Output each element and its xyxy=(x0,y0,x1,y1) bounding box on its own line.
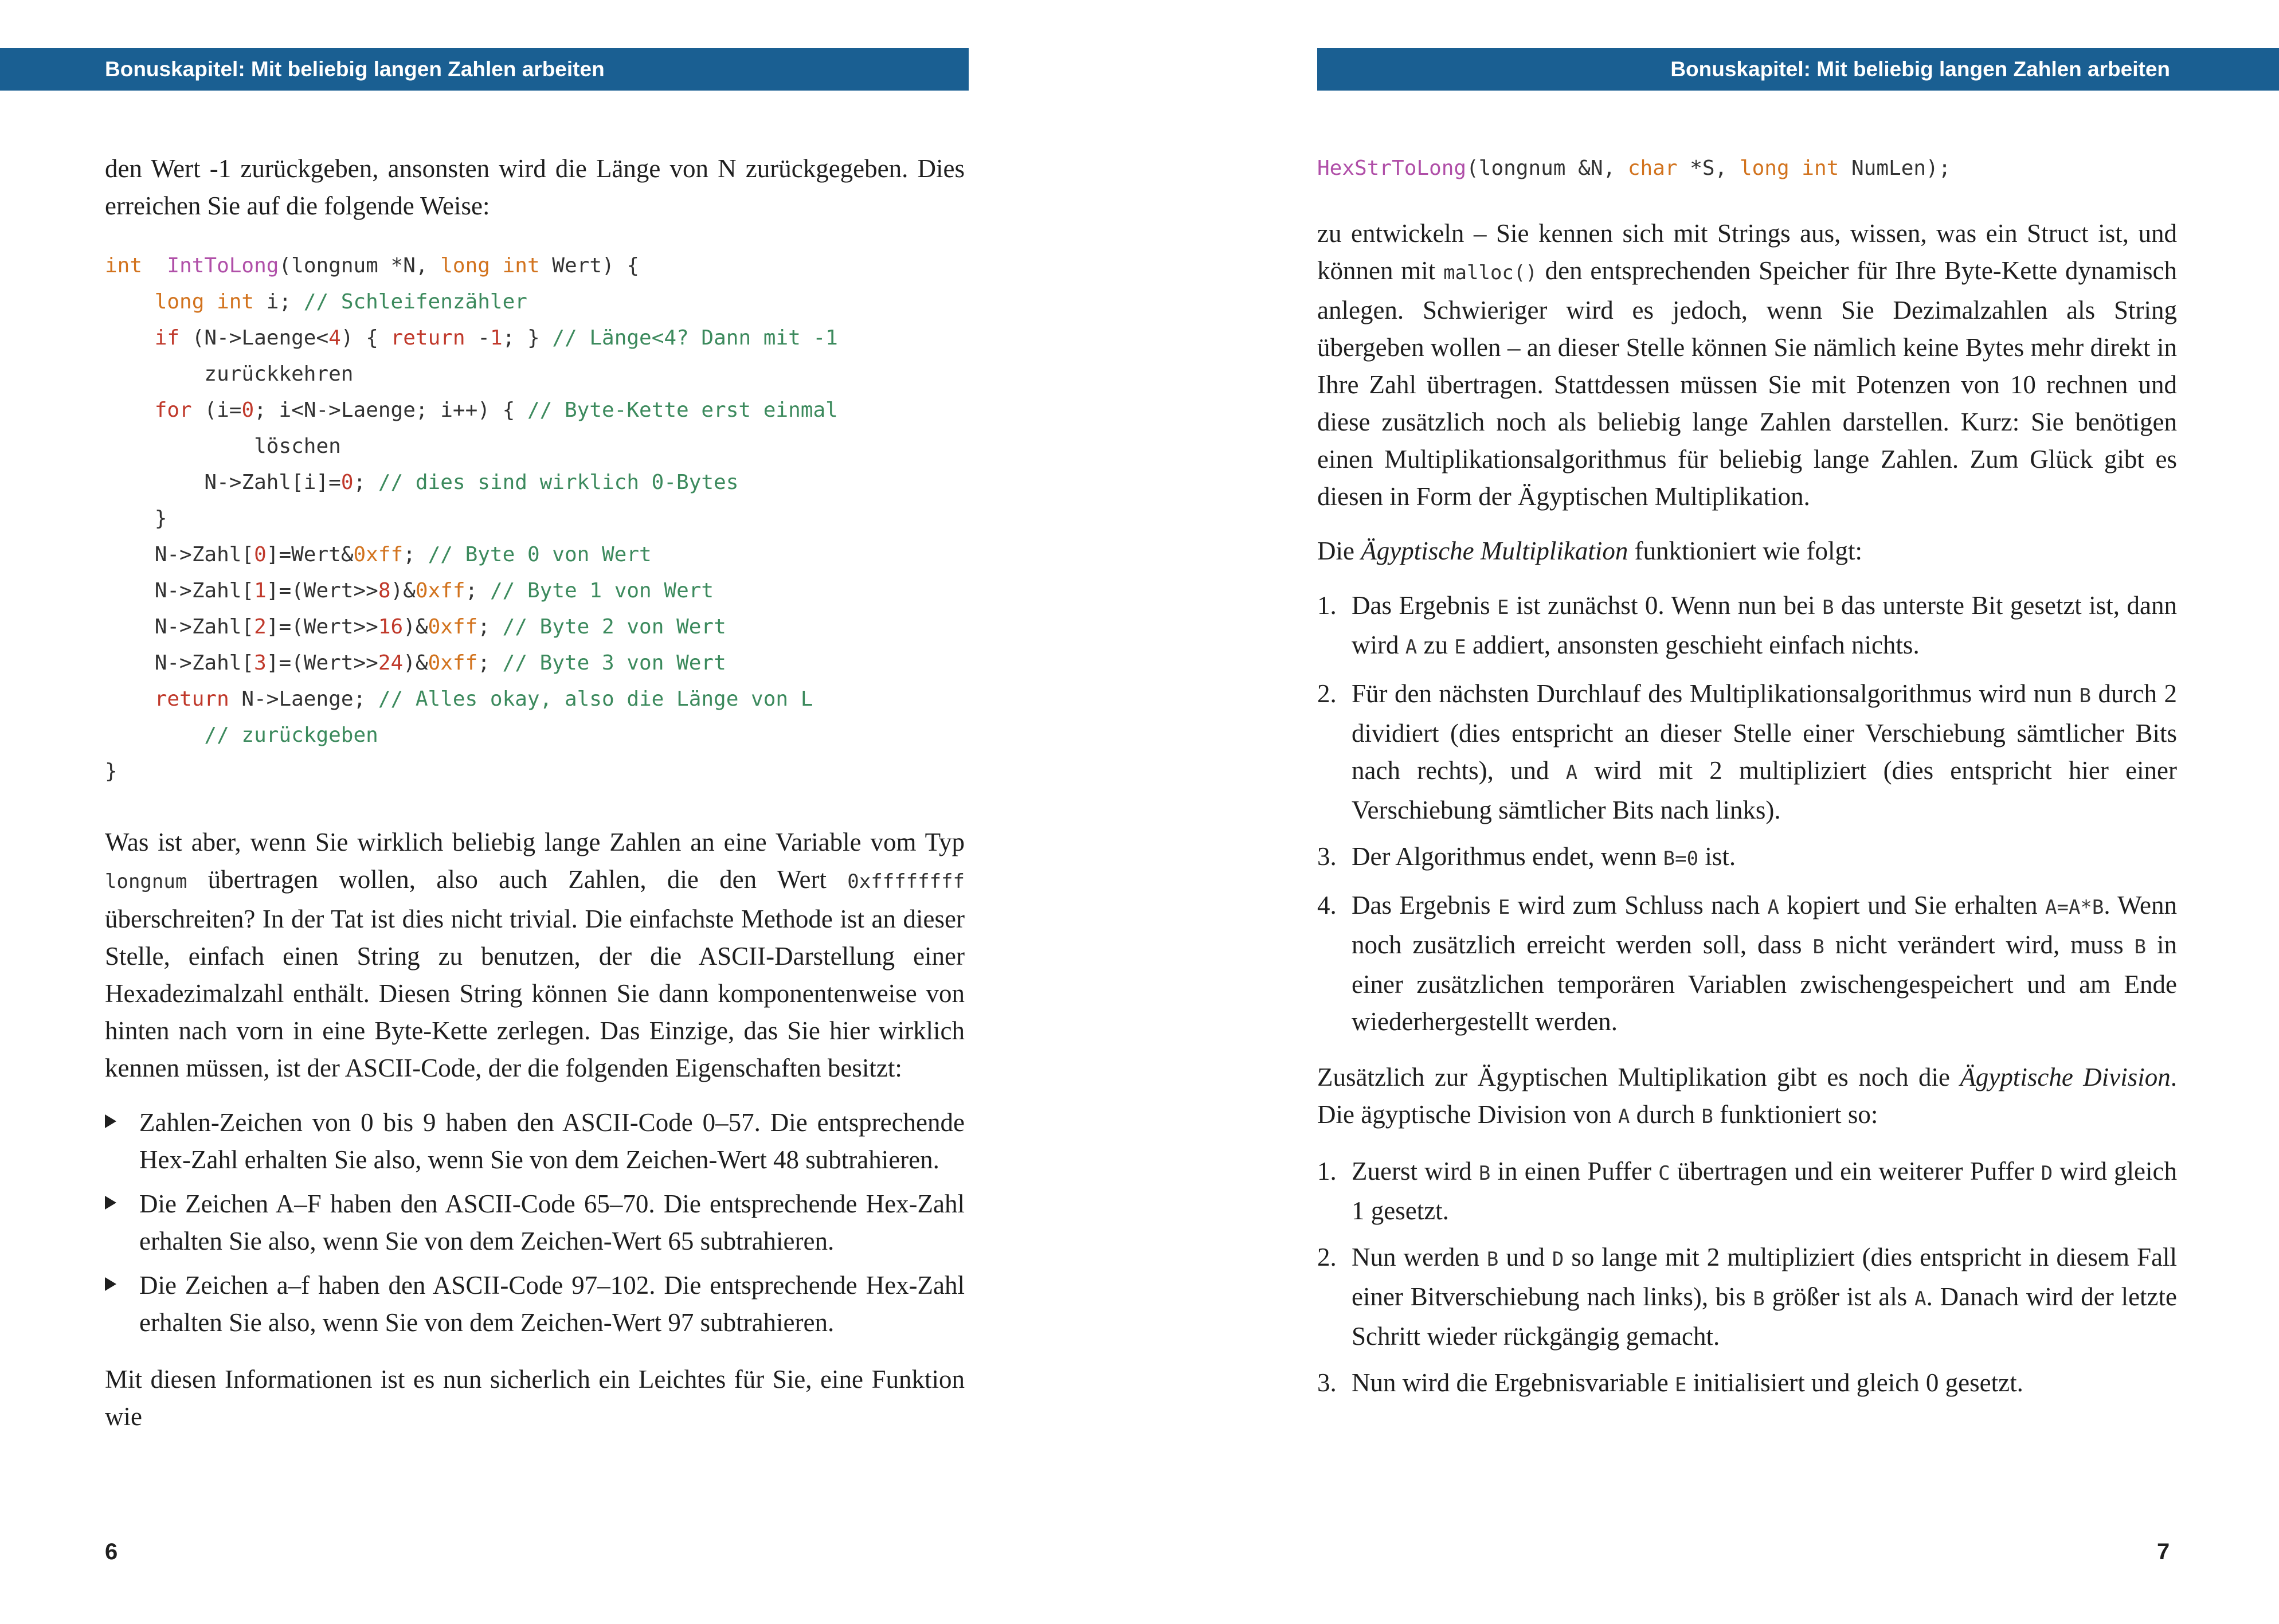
code-line xyxy=(105,428,965,464)
numbered-item xyxy=(1317,1364,2177,1404)
item-number: 4. xyxy=(1317,891,1337,919)
text-run: durch 2 dividiert (dies entspricht an dieser Stelle einer Verschiebung sämtlicher Bits nach rechts), und xyxy=(1352,679,2177,785)
code-token: Wert) { xyxy=(539,254,640,277)
running-header-title: Bonuskapitel: Mit beliebig langen Zahlen arbeiten xyxy=(1670,57,2170,81)
code-token: long int xyxy=(440,254,540,277)
code-token: return xyxy=(390,326,465,350)
text-run: kopiert und Sie erhalten xyxy=(1779,891,2045,919)
bullet-item xyxy=(105,1267,965,1341)
code-token: (i= xyxy=(191,398,242,422)
text-run: Der Algorithmus endet, wenn xyxy=(1352,842,1663,871)
code-token: NumLen); xyxy=(1839,156,1951,180)
bullet-text: Zahlen-Zeichen von 0 bis 9 haben den ASCII-Code 0–57. Die entsprechende Hex-Zahl erhalten Sie also, wenn Sie von dem Zeichen-Wert 48 subtrahieren. xyxy=(139,1108,965,1174)
code-token: // Alles okay, also die Länge von L xyxy=(378,687,813,711)
text-run: ist zunächst 0. Wenn nun bei xyxy=(1509,591,1823,620)
inline-code: D xyxy=(2041,1162,2053,1185)
code-token: ]=(Wert>> xyxy=(266,651,378,675)
inline-code: A xyxy=(1618,1105,1630,1128)
code-token: // dies sind wirklich 0-Bytes xyxy=(378,471,739,494)
inline-code: A=A*B xyxy=(2045,896,2104,919)
text-run: funktioniert so: xyxy=(1713,1100,1878,1129)
code-token: 0xff xyxy=(428,615,478,639)
code-token xyxy=(105,435,254,458)
inline-code: E xyxy=(1454,636,1466,659)
code-line xyxy=(105,645,965,681)
text-run: zu entwickeln – Sie kennen sich mit Strings aus, wissen, was ein Struct ist, und können mit xyxy=(1317,219,2177,285)
code-token: 4 xyxy=(328,326,341,350)
code-line xyxy=(105,320,965,356)
code-token: 8 xyxy=(378,579,391,602)
code-token: 3 xyxy=(254,651,267,675)
code-token: )& xyxy=(390,579,416,602)
code-token xyxy=(142,254,167,277)
code-token: N->Zahl[ xyxy=(105,651,254,675)
text-run: Nun werden xyxy=(1352,1243,1487,1271)
code-token: char xyxy=(1627,156,1678,180)
text-run: so lange mit 2 multipliziert (dies entspricht in diesem Fall einer Bitverschiebung nach links), bis xyxy=(1352,1243,2177,1311)
text-run: Das Ergebnis xyxy=(1352,591,1498,620)
inline-code: B xyxy=(2134,936,2147,958)
triangle-bullet-icon xyxy=(105,1277,116,1291)
text-run: übertragen wollen, also auch Zahlen, die den Wert xyxy=(187,865,848,894)
text-run: in einen Puffer xyxy=(1490,1157,1659,1185)
inline-code: E xyxy=(1497,596,1509,619)
code-line xyxy=(105,537,965,573)
code-token: } xyxy=(105,507,167,530)
code-line xyxy=(105,464,965,500)
text-run: . Die ägyptische Division von xyxy=(1317,1063,2177,1129)
item-number: 1. xyxy=(1317,591,1337,620)
left-column xyxy=(105,150,965,1453)
code-token: 0 xyxy=(254,543,267,566)
text-run: funktioniert wie folgt: xyxy=(1628,537,1863,565)
emphasis-term: Ägyptische Multiplikation xyxy=(1361,537,1628,565)
code-line xyxy=(105,356,965,392)
text-run: Zuerst wird xyxy=(1352,1157,1479,1185)
numbered-item xyxy=(1317,675,2177,829)
right-page xyxy=(1140,0,2279,1624)
code-token: ; xyxy=(477,615,503,639)
multiplication-steps-list xyxy=(1317,587,2177,1040)
numbered-item xyxy=(1317,587,2177,666)
code-token xyxy=(105,362,204,386)
inline-code: A xyxy=(1405,636,1417,659)
code-line xyxy=(105,753,965,789)
numbered-item xyxy=(1317,838,2177,878)
text-run: und xyxy=(1498,1243,1552,1271)
bullet-item xyxy=(105,1185,965,1260)
text-run: in einer zusätzlichen temporären Variablen zwischengespeichert und am Ende wiederhergestellt werden. xyxy=(1352,930,2177,1036)
code-token: (longnum *N, xyxy=(279,254,441,277)
inline-code: E xyxy=(1675,1373,1687,1396)
inline-code: B xyxy=(2079,684,2092,707)
code-token: long int xyxy=(154,290,254,314)
code-token: IntToLong xyxy=(167,254,279,277)
code-token: ; xyxy=(477,651,503,675)
code-token: ; xyxy=(353,471,378,494)
code-token: ]=Wert& xyxy=(266,543,354,566)
text-run: Zusätzlich zur Ägyptischen Multiplikation gibt es noch die xyxy=(1317,1063,1960,1091)
page-number-right: 7 xyxy=(2157,1539,2170,1564)
ascii-bullet-list xyxy=(105,1104,965,1341)
code-token: // zurückgeben xyxy=(204,723,378,747)
code-token xyxy=(105,326,155,350)
code-token: N->Zahl[ xyxy=(105,579,254,602)
text-run: Die xyxy=(1317,537,1361,565)
text-run: das unterste Bit gesetzt ist, dann wird xyxy=(1352,591,2177,659)
code-token: 0xff xyxy=(428,651,478,675)
code-line xyxy=(105,573,965,609)
code-line xyxy=(105,284,965,320)
code-token: ]=(Wert>> xyxy=(266,615,378,639)
code-token: ; xyxy=(403,543,428,566)
code-token: ; } xyxy=(502,326,553,350)
code-listing-inttolong xyxy=(105,248,965,789)
numbered-item xyxy=(1317,887,2177,1040)
inline-code: E xyxy=(1498,896,1510,919)
inline-code: longnum xyxy=(105,870,187,893)
inline-code: B xyxy=(1701,1105,1713,1128)
division-steps-list xyxy=(1317,1153,2177,1404)
text-run: den entsprechenden Speicher für Ihre Byte-Kette dynamisch anlegen. Schwieriger wird es jedoch, wenn Sie Dezimalzahlen als String übergeben wollen – an dieser Stelle können Sie nämlich keine Bytes mehr direkt in Ihre Zahl übertragen. Stattdessen müssen Sie mit Potenzen von 10 rechnen und diese zusätzlich noch als beliebig lange Zahlen darstellen. Kurz: Sie benötigen einen Multiplikationsalgorithmus für beliebig lange Zahlen. Zum Glück gibt es diesen in Form der Ägyptischen Multiplikation. xyxy=(1317,256,2177,511)
code-token: } xyxy=(105,760,118,783)
code-token: 1 xyxy=(490,326,503,350)
inline-code: B xyxy=(1812,936,1824,958)
running-header-title: Bonuskapitel: Mit beliebig langen Zahlen arbeiten xyxy=(105,57,605,81)
numbered-item xyxy=(1317,1239,2177,1355)
code-token: 0xff xyxy=(353,543,404,566)
code-token: löschen xyxy=(254,435,341,458)
text-run: Das Ergebnis xyxy=(1352,891,1498,919)
text-run: Für den nächsten Durchlauf des Multiplikationsalgorithmus wird nun xyxy=(1352,679,2080,708)
text-run: wird gleich 1 gesetzt. xyxy=(1352,1157,2178,1225)
text-run: durch xyxy=(1630,1100,1702,1129)
code-token: // Byte 0 von Wert xyxy=(428,543,652,566)
right-column xyxy=(1317,150,2177,1422)
code-line xyxy=(105,500,965,537)
text-run: ist. xyxy=(1698,842,1736,871)
paragraph-function-intro: Mit diesen Informationen ist es nun sicherlich ein Leichtes für Sie, eine Funktion wie xyxy=(105,1365,965,1431)
code-token: ) { xyxy=(340,326,391,350)
bullet-text: Die Zeichen A–F haben den ASCII-Code 65–70. Die entsprechende Hex-Zahl erhalten Sie also, wenn Sie von dem Zeichen-Wert 65 subtrahieren. xyxy=(139,1189,965,1255)
item-number: 2. xyxy=(1317,1243,1337,1271)
bullet-item xyxy=(105,1104,965,1179)
code-token: N->Laenge; xyxy=(229,687,378,711)
triangle-bullet-icon xyxy=(105,1114,116,1128)
code-token xyxy=(105,723,204,747)
inline-code: A xyxy=(1767,896,1779,919)
code-token: ; i<N->Laenge; i++) { xyxy=(254,398,527,422)
inline-code: D xyxy=(1552,1248,1564,1271)
item-number: 2. xyxy=(1317,679,1337,708)
code-line xyxy=(105,609,965,645)
paragraph-develop xyxy=(1317,215,2177,515)
code-line xyxy=(105,392,965,428)
code-token: )& xyxy=(403,615,428,639)
code-token: for xyxy=(154,398,192,422)
code-token: 0xff xyxy=(415,579,465,602)
code-token: 16 xyxy=(378,615,404,639)
inline-code: A xyxy=(1565,761,1578,784)
code-token: return xyxy=(154,687,229,711)
paragraph-intro: den Wert -1 zurückgeben, ansonsten wird die Länge von N zurückgegeben. Dies erreichen Sie auf die folgende Weise: xyxy=(105,154,965,220)
inline-code: B xyxy=(1486,1248,1499,1271)
code-token: (N->Laenge< xyxy=(179,326,329,350)
code-token: if xyxy=(154,326,180,350)
code-token: // Byte 2 von Wert xyxy=(502,615,726,639)
page-number-left: 6 xyxy=(105,1539,118,1564)
code-line xyxy=(105,248,965,284)
code-token: N->Zahl[ xyxy=(105,543,254,566)
text-run: wird zum Schluss nach xyxy=(1510,891,1768,919)
text-run: . Wenn noch zusätzlich erreicht werden soll, dass xyxy=(1352,891,2177,959)
code-token: 0 xyxy=(241,398,254,422)
numbered-item xyxy=(1317,1153,2177,1230)
emphasis-term: Ägyptische Division xyxy=(1960,1063,2171,1091)
code-token xyxy=(105,687,155,711)
code-token: zurückkehren xyxy=(204,362,354,386)
item-number: 3. xyxy=(1317,1368,1337,1397)
inline-code: B xyxy=(1478,1162,1491,1185)
code-token: N->Zahl[i]= xyxy=(105,471,341,494)
code-token: *S, xyxy=(1677,156,1740,180)
inline-code: 0xffffffff xyxy=(847,870,965,893)
code-line xyxy=(105,681,965,717)
code-token: - xyxy=(465,326,490,350)
code-token: N->Zahl[ xyxy=(105,615,254,639)
code-token xyxy=(105,398,155,422)
code-token: ; xyxy=(465,579,490,602)
inline-code: B xyxy=(1822,596,1834,619)
code-line xyxy=(105,717,965,753)
code-token: 1 xyxy=(254,579,267,602)
code-token xyxy=(105,290,155,314)
text-run: größer ist als xyxy=(1764,1282,1915,1311)
text-run: initialisiert und gleich 0 gesetzt. xyxy=(1686,1368,2023,1397)
code-signature-hexstrtolong xyxy=(1317,150,2177,186)
bullet-text: Die Zeichen a–f haben den ASCII-Code 97–102. Die entsprechende Hex-Zahl erhalten Sie also, wenn Sie von dem Zeichen-Wert 97 subtrahieren. xyxy=(139,1271,965,1337)
inline-code: C xyxy=(1658,1162,1670,1185)
paragraph-longnum xyxy=(105,824,965,1087)
code-token: 2 xyxy=(254,615,267,639)
item-number: 3. xyxy=(1317,842,1337,871)
code-token: (longnum &N, xyxy=(1466,156,1628,180)
code-token: int xyxy=(105,254,143,277)
item-number: 1. xyxy=(1317,1157,1337,1185)
text-run: übertragen und ein weiterer Puffer xyxy=(1670,1157,2041,1185)
inline-code: B=0 xyxy=(1663,847,1699,870)
running-header-left xyxy=(0,48,969,91)
code-token: i; xyxy=(254,290,304,314)
code-token: long int xyxy=(1739,156,1839,180)
inline-code: A xyxy=(1914,1288,1926,1310)
text-run: Was ist aber, wenn Sie wirklich beliebig lange Zahlen an eine Variable vom Typ xyxy=(105,828,965,856)
code-token: 0 xyxy=(340,471,354,494)
text-run: Nun wird die Ergebnisvariable xyxy=(1352,1368,1675,1397)
text-run: nicht verändert wird, muss xyxy=(1824,930,2135,959)
code-token: // Byte 1 von Wert xyxy=(490,579,714,602)
text-run: addiert, ansonsten geschieht einfach nichts. xyxy=(1466,631,1920,659)
code-token: 24 xyxy=(378,651,404,675)
text-run: zu xyxy=(1417,631,1455,659)
inline-code: malloc() xyxy=(1443,261,1537,284)
code-token: // Länge<4? Dann mit -1 xyxy=(552,326,838,350)
running-header-right xyxy=(1317,48,2279,91)
text-run: wird mit 2 multipliziert (dies entspricht hier einer Verschiebung sämtlicher Bits nach links). xyxy=(1352,756,2178,824)
paragraph-division-intro xyxy=(1317,1059,2177,1136)
code-token: )& xyxy=(403,651,428,675)
text-run: überschreiten? In der Tat ist dies nicht trivial. Die einfachste Methode ist an dieser Stelle, einfach einen String zu benutzen, der die ASCII-Darstellung einer Hexadezimalzahl enthält. Diesen String können Sie dann komponentenweise von hinten nach vorn in eine Byte-Kette zerlegen. Das Einzige, das Sie hier wirklich kennen müssen, ist der ASCII-Code, der die folgenden Eigenschaften besitzt: xyxy=(105,905,965,1082)
code-token: ]=(Wert>> xyxy=(266,579,378,602)
triangle-bullet-icon xyxy=(105,1196,116,1210)
code-token: // Byte 3 von Wert xyxy=(502,651,726,675)
code-token: HexStrToLong xyxy=(1317,156,1467,180)
paragraph-multiplication-intro xyxy=(1317,533,2177,570)
text-run: . Danach wird der letzte Schritt wieder rückgängig gemacht. xyxy=(1352,1282,2177,1351)
code-token: // Schleifenzähler xyxy=(303,290,527,314)
inline-code: B xyxy=(1753,1288,1765,1310)
code-token: // Byte-Kette erst einmal xyxy=(527,398,838,422)
